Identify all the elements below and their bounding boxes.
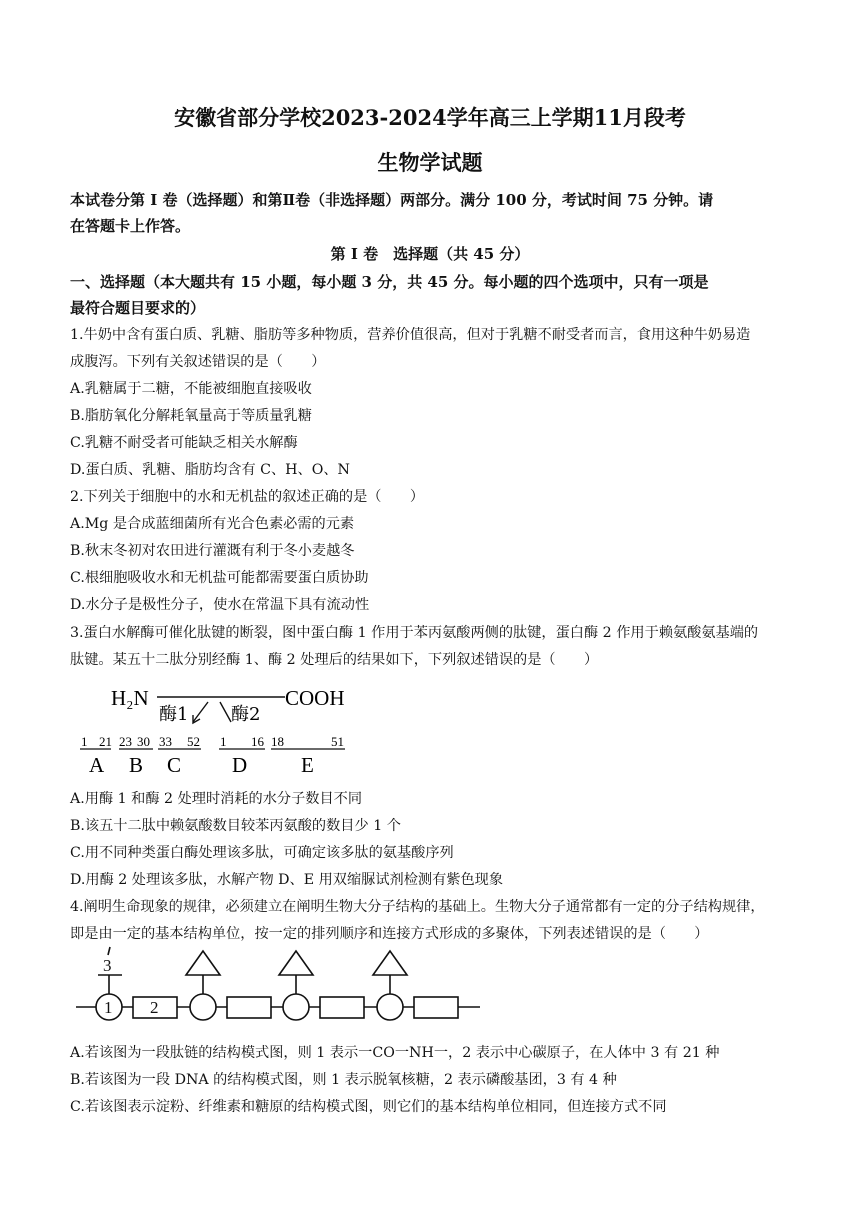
num-51: 51 (331, 734, 344, 749)
q1-option-b: B.脂肪氧化分解耗氧量高于等质量乳糖 (70, 408, 312, 424)
peptide-enzyme-figure (75, 680, 375, 780)
unit-circle-4 (377, 994, 403, 1020)
q2-option-c: C.根细胞吸收水和无机盐可能都需要蛋白质协助 (70, 570, 369, 586)
enzyme1-arrow (193, 702, 208, 722)
q3-stem-line-2: 肽键。某五十二肽分别经酶 1、酶 2 处理后的结果如下，下列叙述错误的是（ ） (70, 652, 599, 668)
num-33: 33 (159, 734, 172, 749)
num-30: 30 (137, 734, 150, 749)
polymer-structure-figure (70, 945, 490, 1040)
enzyme1-label: 酶1 (159, 704, 189, 725)
num-23: 23 (119, 734, 132, 749)
label-1: 1 (104, 998, 113, 1017)
intro-line-1: 本试卷分第 I 卷（选择题）和第Ⅱ卷（非选择题）两部分。满分 100 分，考试时间 75 分钟。请 (70, 191, 714, 209)
q3-option-b: B.该五十二肽中赖氨酸数目较苯丙氨酸的数目少 1 个 (70, 818, 401, 834)
unit-circle-3 (283, 994, 309, 1020)
segment-c-label: C (167, 753, 182, 777)
q4-stem-line-2: 即是由一定的基本结构单位，按一定的排列顺序和连接方式形成的多聚体，下列表述错误的是（ ） (70, 926, 709, 942)
q1-option-c: C.乳糖不耐受者可能缺乏相关水解酶 (70, 435, 298, 451)
intro-line-2: 在答题卡上作答。 (70, 217, 191, 235)
section1-line-1: 一、选择题（本大题共有 15 小题，每小题 3 分，共 45 分。每小题的四个选项中，只有一项是 (70, 273, 709, 291)
q4-option-a: A.若该图为一段肽链的结构模式图，则 1 表示一CO一NH一，2 表示中心碳原子，在人体中 3 有 21 种 (70, 1045, 720, 1061)
q2-option-a: A.Mg 是合成蓝细菌所有光合色素必需的元素 (70, 516, 355, 532)
q4-option-c: C.若该图表示淀粉、纤维素和糖原的结构模式图，则它们的基本结构单位相同，但连接方式不同 (70, 1099, 667, 1115)
part1-heading: 第 I 卷 选择题（共 45 分） (330, 245, 530, 263)
num-18: 18 (271, 734, 284, 749)
q1-option-a: A.乳糖属于二糖，不能被细胞直接吸收 (70, 381, 312, 397)
section1-line-2: 最符合题目要求的） (70, 299, 206, 317)
q3-option-c: C.用不同种类蛋白酶处理该多肽，可确定该多肽的氨基酸序列 (70, 845, 454, 861)
num-d1: 1 (220, 734, 227, 749)
q3-option-a: A.用酶 1 和酶 2 处理时消耗的水分子数目不同 (70, 791, 363, 807)
q1-stem-line-2: 成腹泻。下列有关叙述错误的是（ ） (70, 354, 326, 370)
unit-rect-2 (227, 997, 271, 1018)
q2-option-d: D.水分子是极性分子，使水在常温下具有流动性 (70, 597, 370, 613)
segment-d-label: D (232, 753, 248, 777)
unit-rect-3 (320, 997, 364, 1018)
num-1: 1 (81, 734, 88, 749)
q2-option-b: B.秋末冬初对农田进行灌溉有利于冬小麦越冬 (70, 543, 355, 559)
side-group-triangle-3 (279, 951, 313, 975)
enzyme2-label: 酶2 (231, 704, 261, 725)
side-group-triangle-4 (373, 951, 407, 975)
exam-title: 安徽省部分学校2023-2024学年高三上学期11月段考 (174, 105, 686, 130)
unit-rect-4 (414, 997, 458, 1018)
h2n-label: H₂N (111, 686, 149, 710)
q1-stem-line-1: 1.牛奶中含有蛋白质、乳糖、脂肪等多种物质，营养价值很高，但对于乳糖不耐受者而言，食用这种牛奶易造 (70, 327, 751, 343)
cooh-label: COOH (285, 686, 345, 710)
unit-circle-2 (190, 994, 216, 1020)
label3-tick (108, 947, 110, 955)
num-52: 52 (187, 734, 200, 749)
segment-b-label: B (129, 753, 144, 777)
side-group-triangle-2 (186, 951, 220, 975)
q2-stem: 2.下列关于细胞中的水和无机盐的叙述正确的是（ ） (70, 489, 425, 505)
q3-option-d: D.用酶 2 处理该多肽，水解产物 D、E 用双缩脲试剂检测有紫色现象 (70, 872, 504, 888)
segment-a-label: A (89, 753, 105, 777)
label-2: 2 (150, 998, 159, 1017)
num-21: 21 (99, 734, 112, 749)
enzyme2-arrow (220, 702, 231, 722)
num-16: 16 (251, 734, 264, 749)
q3-stem-line-1: 3.蛋白水解酶可催化肽键的断裂，图中蛋白酶 1 作用于苯丙氨酸两侧的肽键，蛋白酶 2 作用于赖氨酸氨基端的 (70, 625, 759, 641)
q4-option-b: B.若该图为一段 DNA 的结构模式图，则 1 表示脱氧核糖，2 表示磷酸基团，3 有 4 种 (70, 1072, 617, 1088)
label-3: 3 (103, 956, 112, 975)
q4-stem-line-1: 4.阐明生命现象的规律，必须建立在阐明生物大分子结构的基础上。生物大分子通常都有一定的分子结构规律， (70, 899, 765, 915)
exam-subtitle: 生物学试题 (377, 150, 483, 175)
q1-option-d: D.蛋白质、乳糖、脂肪均含有 C、H、O、N (70, 462, 350, 478)
segment-e-label: E (301, 753, 314, 777)
